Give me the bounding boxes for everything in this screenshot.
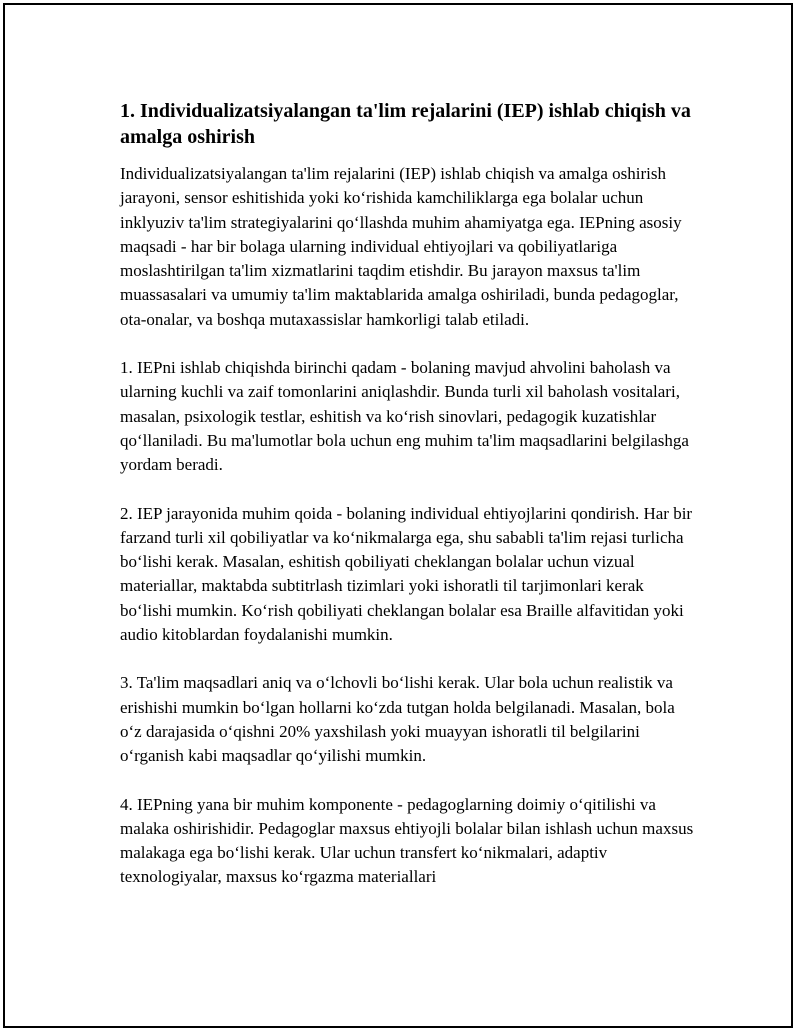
intro-paragraph: Individualizatsiyalangan ta'lim rejalarini (IEP) ishlab chiqish va amalga oshirish jarayoni, sensor eshitishida yoki ko‘rishida kamchiliklarga ega bolalar uchun inklyuziv ta'lim strategiyalarini qo‘llashda muhim ahamiyatga ega. IEPning asosiy maqsadi - har bir bolaga ularning individual ehtiyojlari va qobiliyatlariga moslashtirilgan ta'lim xizmatlarini taqdim etishdir. Bu jarayon maxsus ta'lim muassasalari va umumiy ta'lim maktablarida amalga oshiriladi, bunda pedagoglar, ota-onalar, va boshqa mutaxassislar hamkorligi talab etiladi. — [120, 164, 682, 329]
document-page — [3, 3, 793, 1028]
section-title: 1. Individualizatsiyalangan ta'lim rejalarini (IEP) ishlab chiqish va amalga oshirish — [120, 100, 691, 148]
paragraph-4: 4. IEPning yana bir muhim komponente - pedagoglarning doimiy o‘qitilishi va malaka oshirishidir. Pedagoglar maxsus ehtiyojli bolalar bilan ishlash uchun maxsus malakaga ega bo‘lishi kerak. Ular uchun transfert ko‘nikmalari, adaptiv texnologiyalar, maxsus ko‘rgazma materiallari — [120, 794, 694, 887]
paragraph-2: 2. IEP jarayonida muhim qoida - bolaning individual ehtiyojlarini qondirish. Har bir farzand turli xil qobiliyatlar va ko‘nikmalarga ega, shu sababli ta'lim rejasi turlicha bo‘lishi kerak. Masalan, eshitish qobiliyati cheklangan bolalar uchun vizual materiallar, maktabda subtitrlash tizimlari yoki ishoratli til tarjimonlari kerak bo‘lishi mumkin. Ko‘rish qobiliyati cheklangan bolalar esa Braille alfavitidan yoki audio kitoblardan foydalanishi mumkin. — [120, 503, 693, 645]
document-content — [120, 98, 698, 914]
paragraph-3: 3. Ta'lim maqsadlari aniq va o‘lchovli bo‘lishi kerak. Ular bola uchun realistik va erishishi mumkin bo‘lgan hollarni ko‘zda tutgan holda belgilanadi. Masalan, bola o‘z darajasida o‘qishni 20% yaxshilash yoki muayyan ishoratli til belgilarini o‘rganish kabi maqsadlar qo‘yilishi mumkin. — [120, 673, 675, 766]
paragraph-1: 1. IEPni ishlab chiqishda birinchi qadam - bolaning mavjud ahvolini baholash va ularning kuchli va zaif tomonlarini aniqlashdir. Bunda turli xil baholash vositalari, masalan, psixologik testlar, eshitish va ko‘rish sinovlari, pedagogik kuzatishlar qo‘llaniladi. Bu ma'lumotlar bola uchun eng muhim ta'lim maqsadlarini belgilashga yordam beradi. — [120, 358, 689, 475]
